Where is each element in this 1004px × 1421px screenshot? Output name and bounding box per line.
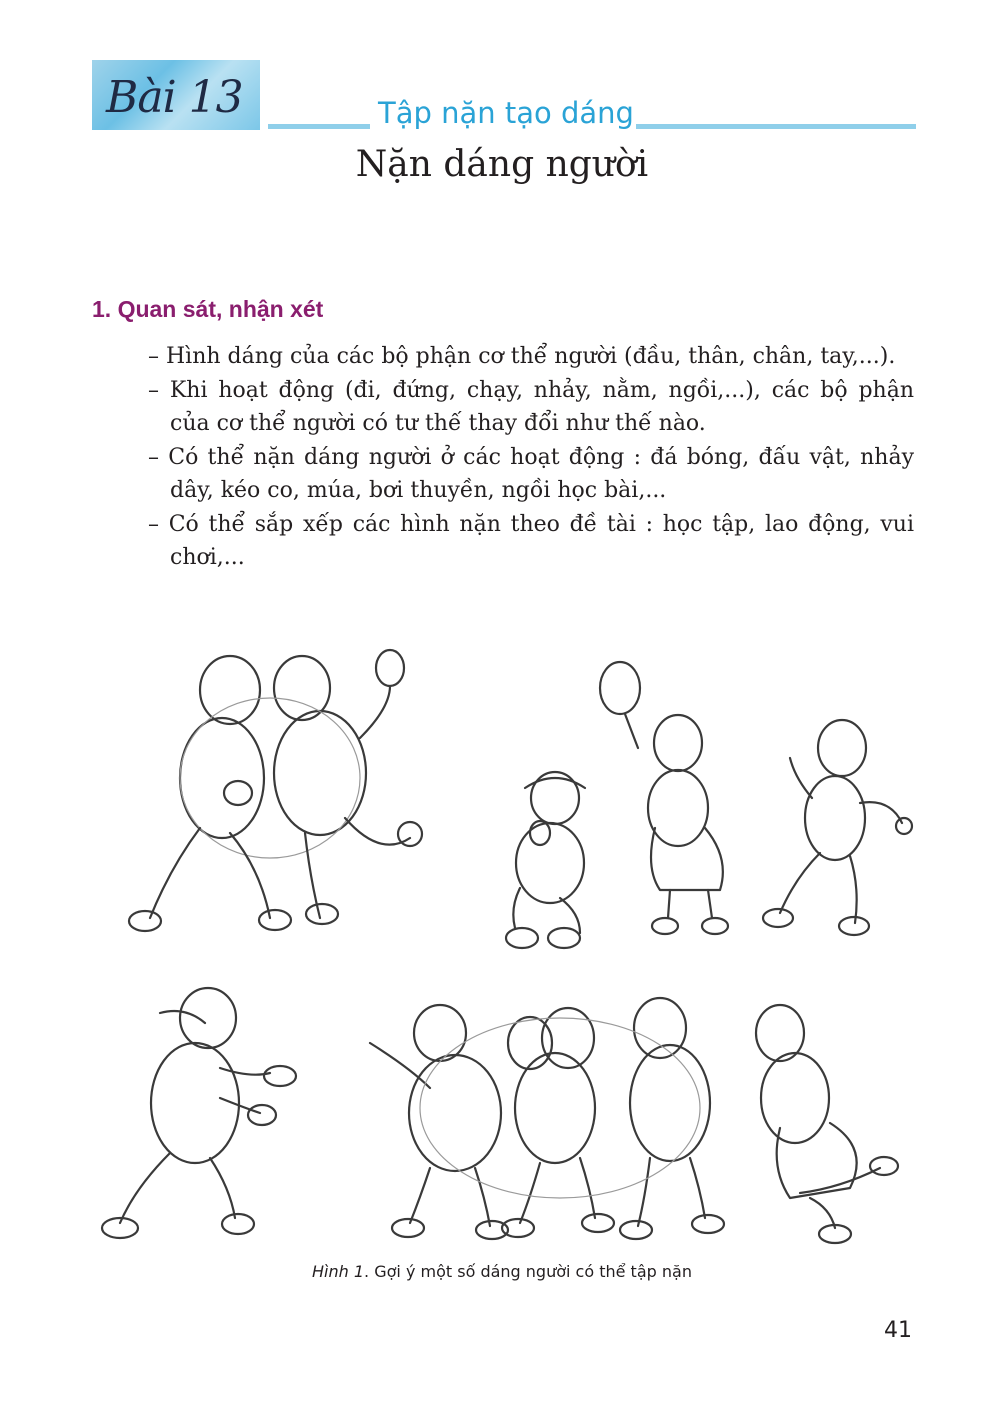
bullet-list — [148, 340, 914, 575]
wrestlers-sketch — [129, 650, 422, 931]
header-rule-right — [636, 124, 916, 129]
lesson-label: Bài 13 — [106, 72, 243, 123]
pushing-figure-sketch — [102, 988, 296, 1238]
sitting-child-sketch — [506, 772, 585, 948]
lesson-topic: Tập nặn tạo dáng — [378, 96, 634, 130]
lesson-title: Nặn dáng người — [355, 144, 649, 185]
bullet-item: – Có thể nặn dáng người ở các hoạt động : đá bóng, đấu vật, nhảy dây, kéo co, múa, bơi thuyền, ngồi học bài,... — [148, 444, 914, 503]
group-sketch — [370, 998, 898, 1243]
girl-with-balloon-sketch — [600, 662, 728, 934]
lesson-badge — [92, 60, 260, 130]
section-heading: 1. Quan sát, nhận xét — [92, 296, 324, 322]
caption-label: Hình 1 — [312, 1262, 365, 1281]
human-pose-sketches — [90, 628, 920, 1248]
header-rule-left — [268, 124, 370, 129]
page-number: 41 — [884, 1318, 912, 1343]
caption-text: . Gợi ý một số dáng người có thể tập nặn — [364, 1262, 692, 1281]
bullet-item: – Có thể sắp xếp các hình nặn theo đề tài : học tập, lao động, vui chơi,... — [148, 511, 914, 570]
bullet-item: – Khi hoạt động (đi, đứng, chạy, nhảy, nằm, ngồi,...), các bộ phận của cơ thể người có tư thế thay đổi như thế nào. — [148, 377, 914, 436]
figure-sketches — [90, 628, 920, 1248]
dancing-child-sketch — [763, 720, 912, 935]
bullet-item: – Hình dáng của các bộ phận cơ thể người (đầu, thân, chân, tay,...). — [148, 344, 896, 369]
figure-caption — [0, 1262, 1004, 1281]
